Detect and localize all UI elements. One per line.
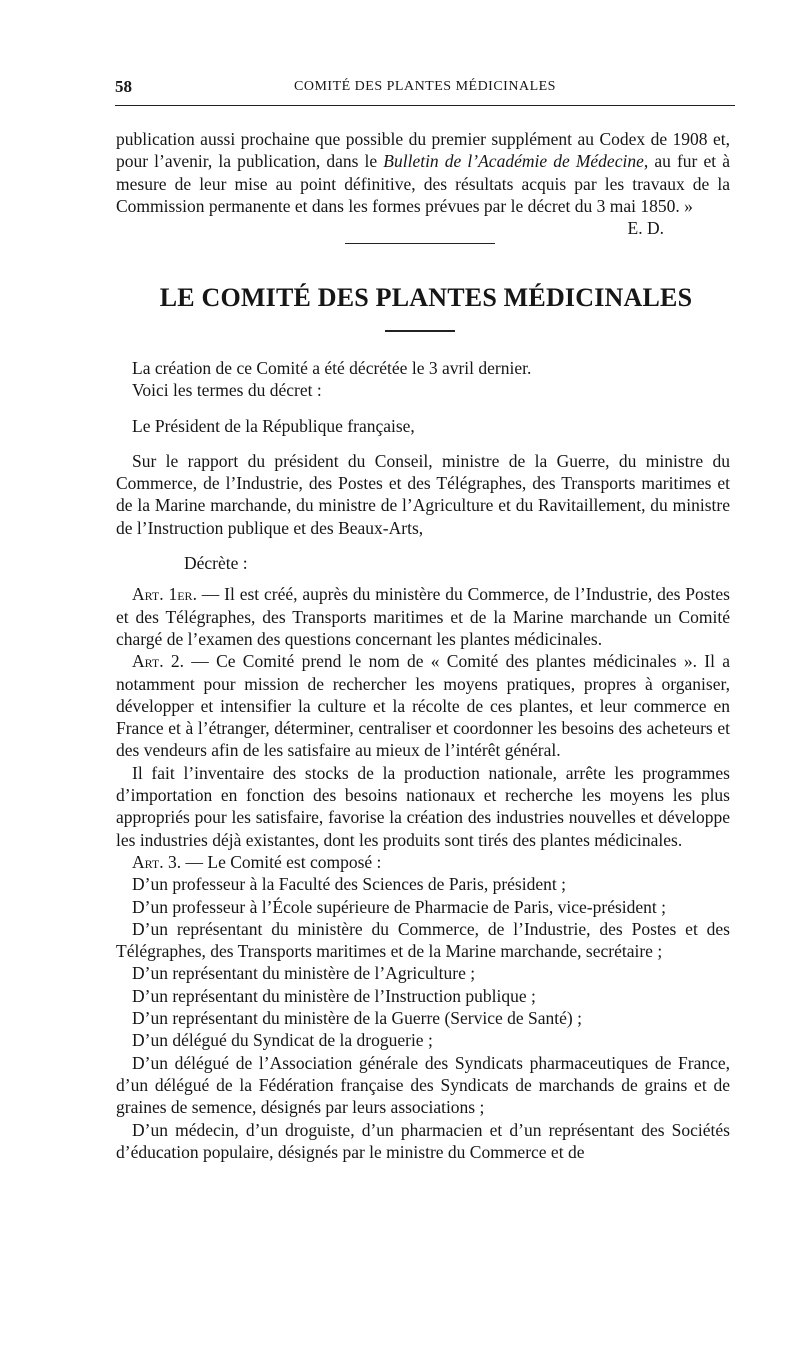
member-item: D’un délégué de l’Association générale des Syndicats pharmaceutiques de France, d’un délégué de la Fédération française des Syndicats de marchands de grains et de graines de semence, désignés par leurs associations ;	[116, 1052, 730, 1118]
decrete-line: Décrète :	[184, 553, 248, 574]
page-number: 58	[115, 77, 132, 96]
member-item: D’un représentant du ministère de la Guerre (Service de Santé) ;	[132, 1008, 582, 1029]
member-item: D’un délégué du Syndicat de la droguerie ;	[132, 1030, 433, 1051]
article-3	[116, 851, 730, 873]
article-2	[116, 650, 730, 761]
intro-decree-terms: Voici les termes du décret :	[132, 380, 322, 401]
article-1-label: Art. 1er.	[132, 584, 197, 605]
header-rule	[115, 105, 735, 106]
article-3-label: Art. 3.	[132, 851, 182, 872]
member-item: D’un médecin, d’un droguiste, d’un pharmacien et d’un représentant des Sociétés d’éducation populaire, désignés par le ministre du Commerce et de	[116, 1119, 730, 1162]
article-1-text: — Il est créé, auprès du ministère du Commerce, de l’Industrie, des Postes et des Télégraphes, des Transports maritimes et de la Marine marchande un Comité chargé de l’examen des questions concernant les plantes médicinales.	[116, 584, 730, 649]
lead-text-before: publication aussi prochaine que possible du premier supplément au Codex de 1908 et, pour l’avenir, la publication, dans le	[116, 129, 730, 172]
member-item: D’un professeur à l’École supérieure de Pharmacie de Paris, vice-président ;	[132, 896, 667, 917]
member-item: D’un représentant du ministère de l’Instruction publique ;	[132, 985, 536, 1006]
title-rule	[385, 330, 455, 332]
article-2-text: — Ce Comité prend le nom de « Comité des plantes médicinales ». Il a notamment pour mission de rechercher les moyens pratiques, propres à organiser, développer et intensifier la culture et la récolte de ces plantes, et leur commerce en France et à l’étranger, déterminer, centraliser et coordonner les besoins des acheteurs et des vendeurs afin de les satisfaire au mieux de l’intérêt général.	[116, 651, 730, 761]
section-title: LE COMITÉ DES PLANTES MÉDICINALES	[159, 283, 693, 312]
article-2-paragraph-2: Il fait l’inventaire des stocks de la production nationale, arrête les programmes d’importation en fonction des besoins nationaux et recherche les moyens les plus appropriés pour les satisfaire, favorise la création des industries nouvelles et développe les industries déjà existantes, dont les produits sont tirés des plantes médicinales.	[116, 762, 730, 850]
article-3-text: — Le Comité est composé :	[181, 851, 382, 872]
journal-title: Bulletin de l’Académie de Médecine	[383, 151, 644, 172]
article-body	[116, 357, 730, 1163]
running-title: COMITÉ DES PLANTES MÉDICINALES	[294, 79, 556, 94]
section-separator	[345, 243, 495, 244]
lead-text-after: , au fur et à mesure de leur mise au point définitive, des résultats acquis par les travaux de la Commission permanente et dans les formes prévues par le décret du 3 mai 1850. »	[116, 151, 730, 216]
page-header	[115, 72, 735, 102]
lead-paragraph	[116, 128, 730, 239]
rapport-paragraph: Sur le rapport du président du Conseil, ministre de la Guerre, du ministre du Commerce, de l’Industrie, des Postes et des Télégraphes, des Transports maritimes et de la Marine marchande, du ministre de l’Agriculture et du Ravitaillement, du ministre de l’Instruction publique et des Beaux-Arts,	[116, 450, 730, 538]
member-item: D’un professeur à la Faculté des Sciences de Paris, président ;	[132, 874, 566, 895]
signature: E. D.	[627, 218, 664, 239]
president-line: Le Président de la République française,	[132, 415, 415, 436]
article-1	[116, 583, 730, 650]
intro-paragraph: La création de ce Comité a été décrétée le 3 avril dernier.	[132, 358, 532, 378]
article-2-label: Art. 2.	[132, 651, 185, 672]
member-item: D’un représentant du ministère du Commerce, de l’Industrie, des Postes et des Télégraphes, des Transports maritimes et de la Marine marchande, secrétaire ;	[116, 918, 730, 962]
member-item: D’un représentant du ministère de l’Agriculture ;	[132, 963, 476, 984]
